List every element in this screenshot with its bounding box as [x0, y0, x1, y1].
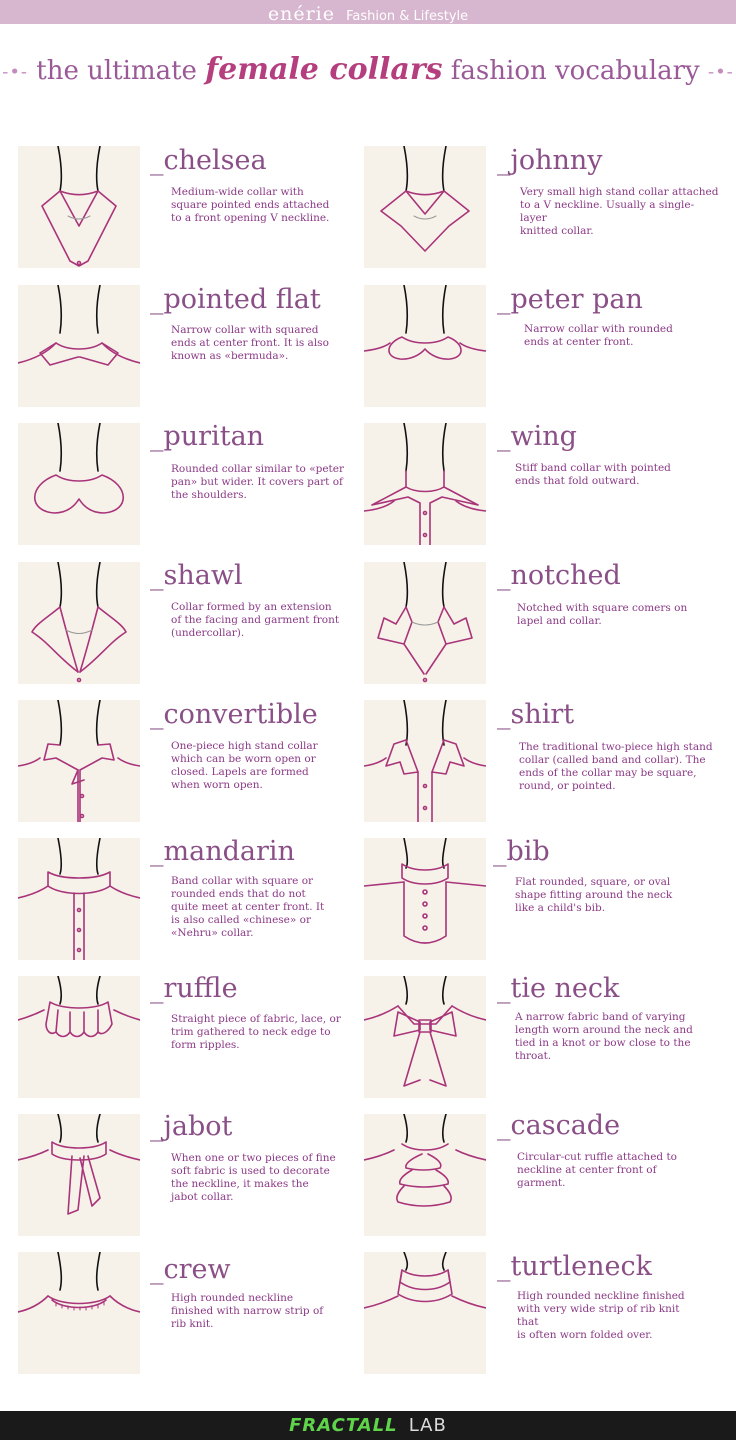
- collar-description: Circular-cut ruffle attached to neckline at center front of garment.: [517, 1151, 678, 1189]
- collar-name: _tie neck: [497, 973, 620, 1004]
- crew-illustration: [18, 1252, 140, 1374]
- collar-description: The traditional two-piece high stand collar (called band and collar). The ends of the collar may be square, round, or pointed.: [519, 741, 713, 792]
- johnny-illustration: [364, 146, 486, 268]
- shawl-illustration: [18, 562, 140, 684]
- shirt-illustration: [364, 700, 486, 822]
- notched-illustration: [364, 562, 486, 684]
- collar-name: _peter pan: [497, 284, 643, 315]
- collar-name: _bib: [493, 836, 550, 867]
- collar-description: Collar formed by an extension of the facing and garment front (undercollar).: [171, 601, 340, 639]
- collar-name: _chelsea: [150, 145, 267, 176]
- collar-name: _notched: [497, 560, 621, 591]
- tie-neck-illustration: [364, 976, 486, 1098]
- collar-name: _convertible: [150, 699, 318, 730]
- collar-name: _wing: [497, 421, 577, 452]
- title-script: female collars: [205, 52, 443, 87]
- collar-name: _shirt: [497, 699, 575, 730]
- title-part-2: fashion vocabulary: [450, 56, 700, 86]
- collar-description: Straight piece of fabric, lace, or trim gathered to neck edge to form ripples.: [171, 1013, 341, 1051]
- top-banner: [0, 0, 736, 24]
- title-dash-right: -•-: [707, 61, 734, 83]
- collar-description: High rounded neckline finished with narrow strip of rib knit.: [171, 1292, 324, 1330]
- collar-description: When one or two pieces of fine soft fabric is used to decorate the neckline, it makes the jabot collar.: [171, 1152, 336, 1203]
- collar-name: _mandarin: [150, 836, 295, 867]
- collar-name: _crew: [150, 1254, 231, 1285]
- collar-name: _puritan: [150, 421, 265, 452]
- collar-description: Medium-wide collar with square pointed ends attached to a front opening V neckline.: [171, 186, 330, 224]
- page-title: [0, 52, 736, 87]
- bib-illustration: [364, 838, 486, 960]
- mandarin-illustration: [18, 838, 140, 960]
- collar-description: Flat rounded, square, or oval shape fitting around the neck like a child's bib.: [515, 876, 673, 914]
- brand-tagline: Fashion & Lifestyle: [346, 9, 469, 24]
- collar-name: _pointed flat: [150, 284, 321, 315]
- title-part-1: the ultimate: [36, 56, 197, 86]
- collar-description: Band collar with square or rounded ends that do not quite meet at center front. It is also called «chinese» or «Nehru» collar.: [171, 875, 325, 939]
- collar-description: A narrow fabric band of varying length worn around the neck and tied in a knot or bow close to the throat.: [515, 1011, 693, 1062]
- peter-pan-illustration: [364, 285, 486, 407]
- title-dash-left: -•-: [2, 61, 29, 83]
- collar-description: One-piece high stand collar which can be worn open or closed. Lapels are formed when worn open.: [171, 740, 318, 791]
- collar-description: Rounded collar similar to «peter pan» but wider. It covers part of the shoulders.: [171, 463, 345, 501]
- cascade-illustration: [364, 1114, 486, 1236]
- jabot-illustration: [18, 1114, 140, 1236]
- footer-bar: [0, 1411, 736, 1440]
- wing-illustration: [364, 423, 486, 545]
- chelsea-illustration: [18, 146, 140, 268]
- collar-description: Narrow collar with squared ends at center front. It is also known as «bermuda».: [171, 324, 329, 362]
- footer-brand-suffix: LAB: [408, 1415, 447, 1436]
- ruffle-illustration: [18, 976, 140, 1098]
- footer-brand-logo: FRACTALL: [289, 1415, 398, 1436]
- turtleneck-illustration: [364, 1252, 486, 1374]
- collar-name: _cascade: [497, 1110, 621, 1141]
- convertible-illustration: [18, 700, 140, 822]
- collar-name: _turtleneck: [497, 1251, 652, 1282]
- collar-description: Very small high stand collar attached to a V neckline. Usually a single-layer knitted collar.: [520, 186, 719, 237]
- collar-description: Narrow collar with rounded ends at center front.: [524, 323, 673, 348]
- collar-name: _ruffle: [150, 973, 238, 1004]
- collar-description: Stiff band collar with pointed ends that fold outward.: [515, 462, 671, 487]
- pointed-flat-illustration: [18, 285, 140, 407]
- collar-description: High rounded neckline finished with very wide strip of rib knit that is often worn folded over.: [517, 1290, 685, 1341]
- collar-description: Notched with square comers on lapel and collar.: [517, 602, 688, 627]
- brand-logo: enérie: [267, 3, 335, 25]
- puritan-illustration: [18, 423, 140, 545]
- collar-name: _jabot: [150, 1111, 233, 1142]
- collar-name: _johnny: [497, 145, 603, 176]
- collar-name: _shawl: [150, 560, 243, 591]
